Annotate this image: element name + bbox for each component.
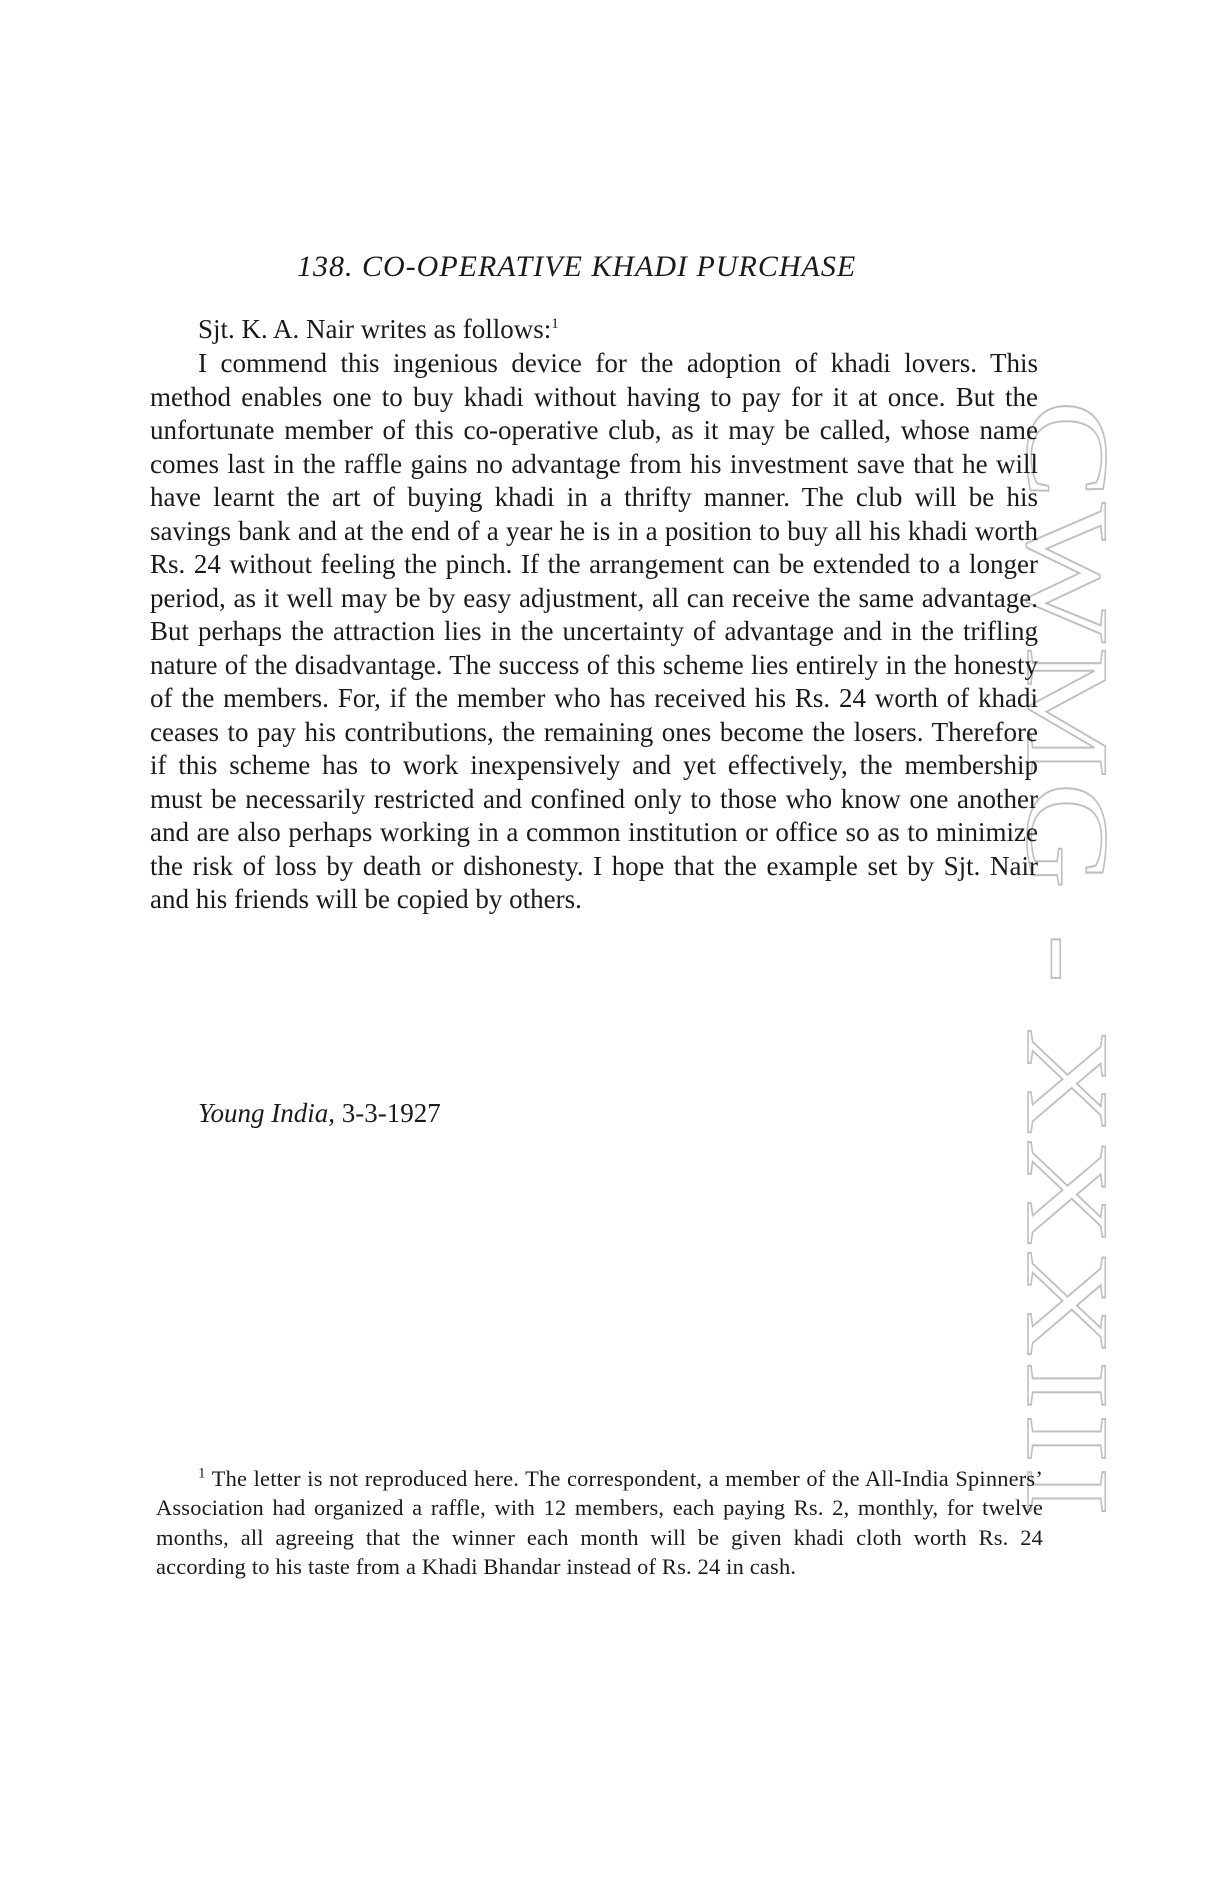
- footnote: [156, 1464, 1043, 1582]
- source-line: [198, 1098, 441, 1129]
- footnote-marker: 1: [198, 1465, 206, 1482]
- footnote-content: [156, 1466, 1043, 1579]
- article-number: 138.: [297, 250, 354, 283]
- salutation: [198, 314, 559, 345]
- footnote-reference: 1: [551, 316, 559, 332]
- source-date: 3-3-1927: [341, 1098, 441, 1128]
- footnote-text: The letter is not reproduced here. The correspondent, a member of the All-India Spinners’ Association had organized a raffle, with 12 members, each paying Rs. 2, monthly, for twelve months, all agreeing that the winner each month will be given khadi cloth worth Rs. 24 according to his taste from a Khadi Bhandar instead of Rs. 24 in cash.: [156, 1466, 1043, 1580]
- article-title: [297, 250, 856, 284]
- source-publication: Young India,: [198, 1098, 336, 1128]
- article-body: I commend this ingenious device for the adoption of khadi lovers. This method enables one to buy khadi without having to pay for it at once. But the unfortunate member of this co-operative club, as it may be called, whose name comes last in the raffle gains no advantage from his investment save that he will have learnt the art of buying khadi in a thrifty manner. The club will be his savings bank and at the end of a year he is in a position to buy all his khadi worth Rs. 24 without feeling the pinch. If the arrangement can be extended to a longer period, as it well may be by easy adjustment, all can receive the same advantage. But perhaps the attraction lies in the uncertainty of advantage and in the trifling nature of the disadvantage. The success of this scheme lies entirely in the honesty of the members. For, if the member who has received his Rs. 24 worth of khadi ceases to pay his contributions, the remaining ones become the losers. Therefore if this scheme has to work inexpensively and yet effectively, the membership must be necessarily restricted and confined only to those who know one another and are also perhaps working in a common institution or office so as to minimize the risk of loss by death or dishonesty. I hope that the example set by Sjt. Nair and his friends will be copied by others.: [150, 348, 1038, 914]
- salutation-text: Sjt. K. A. Nair writes as follows:: [198, 314, 552, 344]
- article-title-text: CO-OPERATIVE KHADI PURCHASE: [362, 250, 857, 283]
- watermark-text: CWMG - XXXIII: [1002, 400, 1133, 1292]
